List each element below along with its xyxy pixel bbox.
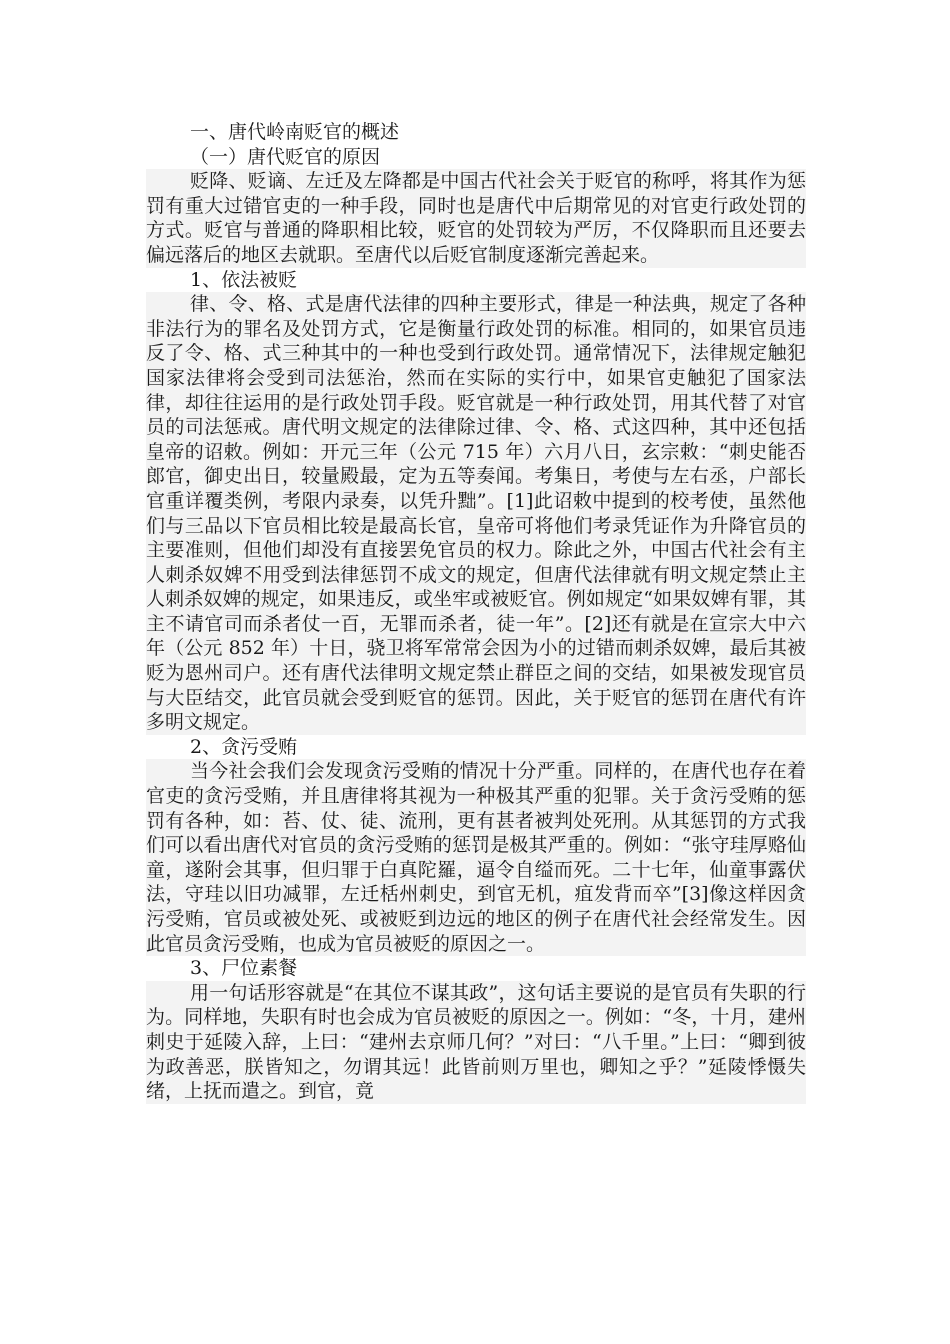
item2-paragraph: 当今社会我们会发现贪污受贿的情况十分严重。同样的，在唐代也存在着官吏的贪污受贿，并且唐律将其视为一种极其严重的犯罪。关于贪污受贿的惩罚有各种，如：苔、仗、徒、流刑，更有甚者被判处死刑。从其惩罚的方式我们可以看出唐代对官员的贪污受贿的惩罚是极其严重的。例如：“张守珪厚赂仙童，遂附会其事，但归罪于白真陀羅，逼令自缢而死。二十七年，仙童事露伏法，守珪以旧功减罪，左迁栝州刺史，到官无机，疽发背而卒”[3]像这样因贪污受贿，官员或被处死、或被贬到边远的地区的例子在唐代社会经常发生。因此官员贪污受贿，也成为官员被贬的原因之一。	[146, 760, 806, 955]
item3-title: 3、尸位素餐	[190, 957, 298, 980]
document-page	[146, 120, 806, 1104]
item1-paragraph: 律、令、格、式是唐代法律的四种主要形式，律是一种法典，规定了各种非法行为的罪名及处罚方式，它是衡量行政处罚的标准。相同的，如果官员违反了令、格、式三种其中的一种也受到行政处罚。通常情况下，法律规定触犯国家法律将会受到司法惩治，然而在实际的实行中，如果官吏触犯了国家法律，却往往运用的是行政处罚手段。贬官就是一种行政处罚，用其代替了对官员的司法惩戒。唐代明文规定的法律除过律、令、格、式这四种，其中还包括皇帝的诏敕。例如：开元三年（公元 715 年）六月八日，玄宗敕：“刺史能否郎官，御史出日，较量殿最，定为五等奏闻。考集日，考使与左右丞，户部长官重详覆类例，考限内录奏，以凭升黜”。[1]此诏敕中提到的校考使，虽然他们与三品以下官员相比较是最高长官，皇帝可将他们考录凭证作为升降官员的主要准则，但他们却没有直接罢免官员的权力。除此之外，中国古代社会有主人刺杀奴婢不用受到法律惩罚不成文的规定，但唐代法律就有明文规定禁止主人刺杀奴婢的规定，如果违反，或坐牢或被贬官。例如规定“如果奴婢有罪，其主不请官司而杀者仗一百，无罪而杀者，徒一年”。[2]还有就是在宣宗大中六年（公元 852 年）十日，骁卫将军常常会因为小的过错而刺杀奴婢，最后其被贬为恩州司户。还有唐代法律明文规定禁止群臣之间的交结，如果被发现官员与大臣结交，此官员就会受到贬官的惩罚。因此，关于贬官的惩罚在唐代有许多明文规定。	[146, 293, 806, 734]
item3-paragraph: 用一句话形容就是“在其位不谋其政”，这句话主要说的是官员有失职的行为。同样地，失职有时也会成为官员被贬的原因之一。例如：“冬，十月，建州刺史于延陵入辞，上曰：“建州去京师几何？”对曰：“八千里。”上曰：“卿到彼为政善恶，朕皆知之，勿谓其远！此皆前则万里也，卿知之乎？”延陵悸慑失绪，上抚而遣之。到官，竟	[146, 981, 806, 1103]
subsection-title: （一）唐代贬官的原因	[190, 145, 381, 168]
item1-title: 1、依法被贬	[190, 268, 298, 291]
section-title: 一、唐代岭南贬官的概述	[190, 121, 400, 143]
item2-title: 2、贪污受贿	[190, 735, 298, 758]
intro-paragraph: 贬降、贬谪、左迁及左降都是中国古代社会关于贬官的称呼，将其作为惩罚有重大过错官吏的一种手段，同时也是唐代中后期常见的对官吏行政处罚的方式。贬官与普通的降职相比较，贬官的处罚较为严厉，不仅降职而且还要去偏远落后的地区去就职。至唐代以后贬官制度逐渐完善起来。	[146, 170, 806, 266]
